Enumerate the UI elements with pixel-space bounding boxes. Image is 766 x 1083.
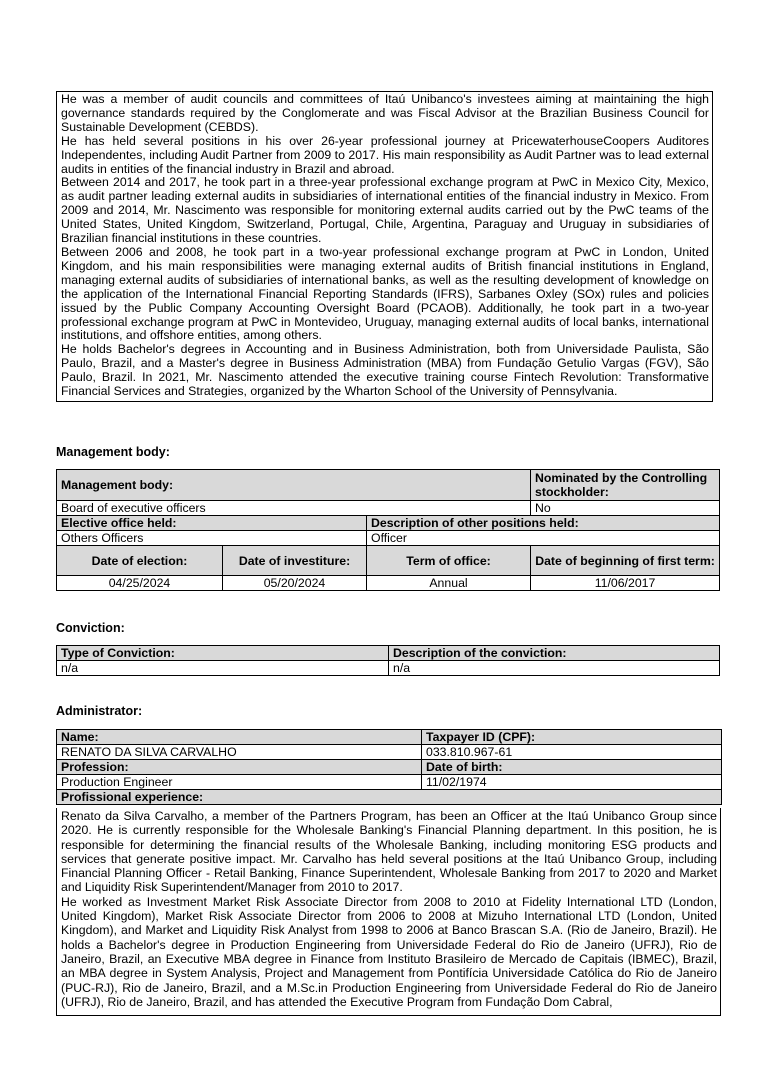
birth-date-label: Date of birth:	[422, 760, 722, 775]
investiture-date-value: 05/20/2024	[223, 576, 367, 591]
conviction-type-label: Type of Conviction:	[57, 646, 389, 661]
experience-box	[56, 808, 721, 1016]
administrator-section-title: Administrator:	[56, 704, 143, 718]
elective-office-value: Others Officers	[57, 531, 367, 546]
table-row	[57, 745, 722, 760]
name-value: RENATO DA SILVA CARVALHO	[57, 745, 422, 760]
cpf-value: 033.810.967-61	[422, 745, 722, 760]
first-term-date-label: Date of beginning of first term:	[531, 546, 720, 576]
administrator-table	[56, 729, 722, 805]
nominated-label: Nominated by the Controlling stockholder:	[531, 470, 720, 501]
conviction-section-title: Conviction:	[56, 621, 125, 635]
bio-paragraph: Between 2014 and 2017, he took part in a three-year professional exchange program at PwC in Mexico City, Mexico, as audit partner leading external audits in subsidiaries of international entities of the financial industry in Mexico. From 2009 and 2014, Mr. Nascimento was responsible for monitoring external audits carried out by the PwC teams of the United States, United Kingdom, Switzerland, Portugal, Chile, Argentina, Paraguay and Uruguay in subsidiaries of Brazilian financial institutions in these countries.	[61, 175, 709, 246]
elective-office-label: Elective office held:	[57, 516, 367, 531]
conviction-table	[56, 645, 720, 676]
management-body-label: Management body:	[57, 470, 531, 501]
nominated-value: No	[531, 501, 720, 516]
table-row	[57, 661, 720, 676]
table-row	[57, 531, 720, 546]
management-body-value: Board of executive officers	[57, 501, 531, 516]
experience-paragraph: He worked as Investment Market Risk Associate Director from 2008 to 2010 at Fidelity International LTD (London, United Kingdom), Market Risk Associate Director from 2006 to 2008 at Mizuho International LTD (London, United Kingdom), and Market and Liquidity Risk Analyst from 1998 to 2006 at Banco Brascan S.A. (Rio de Janeiro, Brazil). He holds a Bachelor's degree in Production Engineering from Universidade Federal do Rio de Janeiro (UFRJ), Rio de Janeiro, Brazil, an Executive MBA degree in Finance from Instituto Brasileiro de Mercado de Capitais (IBMEC), Brazil, an MBA degree in System Analysis, Project and Management from Pontifícia Universidade Católica do Rio de Janeiro (PUC-RJ), Rio de Janeiro, Brazil, and a M.Sc.in Production Engineering from Universidade Federal do Rio de Janeiro (UFRJ), Rio de Janeiro, Brazil, and has attended the Executive Program from Fundação Dom Cabral,	[61, 894, 717, 1009]
first-term-date-value: 11/06/2017	[531, 576, 720, 591]
management-table	[56, 469, 720, 591]
cpf-label: Taxpayer ID (CPF):	[422, 730, 722, 745]
table-row	[57, 501, 720, 516]
conviction-type-value: n/a	[57, 661, 389, 676]
investiture-date-label: Date of investiture:	[223, 546, 367, 576]
table-row	[57, 646, 720, 661]
table-row	[57, 470, 720, 501]
profession-value: Production Engineer	[57, 775, 422, 790]
profession-label: Profession:	[57, 760, 422, 775]
other-positions-value: Officer	[367, 531, 720, 546]
table-row	[57, 730, 722, 745]
conviction-description-value: n/a	[389, 661, 720, 676]
bio-paragraph: He has held several positions in his over 26-year professional journey at PricewaterhouseCoopers Auditores Independentes, including Audit Partner from 2009 to 2017. His main responsibility as Audit Partner was to lead external audits in entities of the financial industry in Brazil and abroad.	[61, 133, 709, 176]
bio-paragraph: Between 2006 and 2008, he took part in a two-year professional exchange program at PwC in London, United Kingdom, and his main responsibilities were managing external audits of British financial institutions in England, managing external audits of subsidiaries of international banks, as well as the resulting development of knowledge on the application of the International Financial Reporting Standards (IFRS), Sarbanes Oxley (SOx) rules and policies issued by the Public Company Accounting Oversight Board (PCAOB). Additionally, he took part in a two-year professional exchange program at PwC in Montevideo, Uruguay, managing external audits of local banks, international institutions, and offshore entities, among others.	[61, 244, 709, 343]
name-label: Name:	[57, 730, 422, 745]
table-row	[57, 546, 720, 576]
other-positions-label: Description of other positions held:	[367, 516, 720, 531]
table-row	[57, 760, 722, 775]
conviction-description-label: Description of the conviction:	[389, 646, 720, 661]
experience-label: Profissional experience:	[57, 790, 722, 805]
bio-paragraph: He holds Bachelor's degrees in Accounting and in Business Administration, both from Universidade Paulista, São Paulo, Brazil, and a Master's degree in Business Administration (MBA) from Fundação Getulio Vargas (FGV), São Paulo, Brazil. In 2021, Mr. Nascimento attended the executive training course Fintech Revolution: Transformative Financial Services and Strategies, organized by the Wharton School of the University of Pennsylvania.	[61, 342, 709, 399]
management-section-title: Management body:	[56, 445, 170, 459]
experience-paragraph: Renato da Silva Carvalho, a member of the Partners Program, has been an Officer at the Itaú Unibanco Group since 2020. He is currently responsible for the Wholesale Banking's Financial Planning department. In this position, he is responsible for determining the financial results of the Wholesale Banking, including monitoring ESG products and services that generate positive impact. Mr. Carvalho has held several positions at the Itaú Unibanco Group, including Financial Planning Officer - Retail Banking, Finance Superintendent, Wholesale Banking from 2017 to 2020 and Market and Liquidity Risk Superintendent/Manager from 2010 to 2017.	[61, 809, 717, 895]
term-of-office-value: Annual	[367, 576, 531, 591]
term-of-office-label: Term of office:	[367, 546, 531, 576]
table-row	[57, 576, 720, 591]
election-date-label: Date of election:	[57, 546, 223, 576]
election-date-value: 04/25/2024	[57, 576, 223, 591]
table-row	[57, 775, 722, 790]
table-row	[57, 790, 722, 805]
biography-box	[56, 91, 713, 402]
bio-paragraph: He was a member of audit councils and committees of Itaú Unibanco's investees aiming at maintaining the high governance standards required by the Conglomerate and was Fiscal Advisor at the Brazilian Business Council for Sustainable Development (CEBDS).	[61, 92, 709, 134]
table-row	[57, 516, 720, 531]
birth-date-value: 11/02/1974	[422, 775, 722, 790]
